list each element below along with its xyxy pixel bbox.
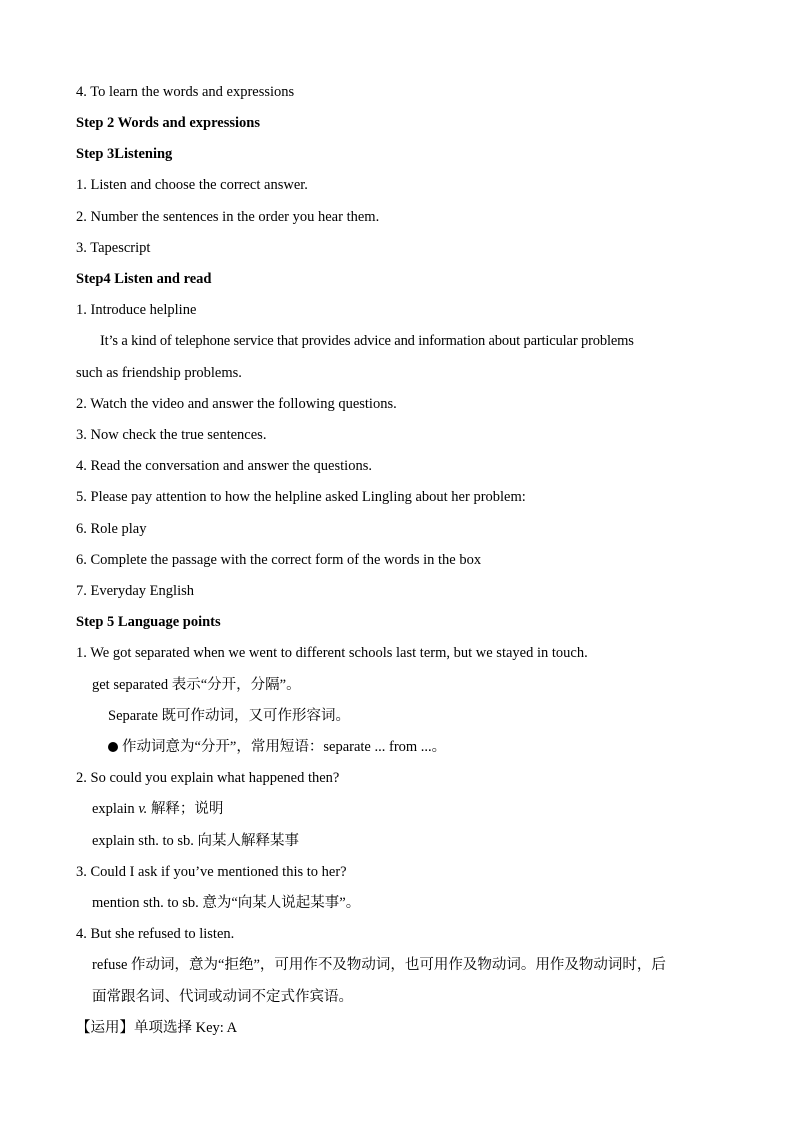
step4-heading: Step4 Listen and read <box>76 271 212 287</box>
step4-item-2: 2. Watch the video and answer the following questions. <box>76 396 397 412</box>
step3-heading: Step 3Listening <box>76 146 173 162</box>
point-4-explanation: refuse 作动词，意为“拒绝”，可用作不及物动词，也可用作及物动词。用作及物动词时，后 <box>92 957 666 973</box>
objective-line: 4. To learn the words and expressions <box>76 84 295 100</box>
practice-key: 【运用】单项选择 Key: A <box>76 1020 238 1036</box>
point-2-pos: v. <box>138 801 148 817</box>
point-4-sentence: 4. But she refused to listen. <box>76 926 235 942</box>
step3-item-1: 1. Listen and choose the correct answer. <box>76 177 308 193</box>
step4-item-6b: 6. Complete the passage with the correct form of the words in the box <box>76 552 482 568</box>
bullet-icon <box>108 742 118 752</box>
point-2-definition <box>92 799 223 819</box>
step5-heading: Step 5 Language points <box>76 614 221 630</box>
point-2-phrase: explain sth. to sb. 向某人解释某事 <box>92 833 300 849</box>
point-2-word: explain <box>92 801 139 817</box>
point-1-phrase: get separated 表示“分开，分隔”。 <box>92 677 301 693</box>
helpline-definition-cont: such as friendship problems. <box>76 365 242 381</box>
step4-item-1: 1. Introduce helpline <box>76 302 197 318</box>
point-3-sentence: 3. Could I ask if you’ve mentioned this to her? <box>76 864 347 880</box>
step4-item-7: 7. Everyday English <box>76 583 194 599</box>
point-1-sentence: 1. We got separated when we went to different schools last term, but we stayed in touch. <box>76 645 588 661</box>
point-3-phrase: mention sth. to sb. 意为“向某人说起某事”。 <box>92 895 361 911</box>
point-1-usage-text: 作动词意为“分开”，常用短语：separate ... from ...。 <box>122 739 447 755</box>
step3-item-2: 2. Number the sentences in the order you hear them. <box>76 209 380 225</box>
step3-item-3: 3. Tapescript <box>76 240 151 256</box>
point-2-meaning: 解释；说明 <box>147 801 224 817</box>
point-2-sentence: 2. So could you explain what happened then? <box>76 770 340 786</box>
step4-item-4: 4. Read the conversation and answer the questions. <box>76 458 372 474</box>
step4-item-6: 6. Role play <box>76 521 147 537</box>
point-1-note: Separate 既可作动词，又可作形容词。 <box>108 708 351 724</box>
point-1-usage <box>108 737 446 757</box>
helpline-definition: It’s a kind of telephone service that provides advice and information about particular problems <box>100 333 634 349</box>
point-4-explanation-cont: 面常跟名词、代词或动词不定式作宾语。 <box>92 989 353 1005</box>
step2-heading: Step 2 Words and expressions <box>76 115 260 131</box>
step4-item-3: 3. Now check the true sentences. <box>76 427 267 443</box>
step4-item-5: 5. Please pay attention to how the helpline asked Lingling about her problem: <box>76 489 526 505</box>
